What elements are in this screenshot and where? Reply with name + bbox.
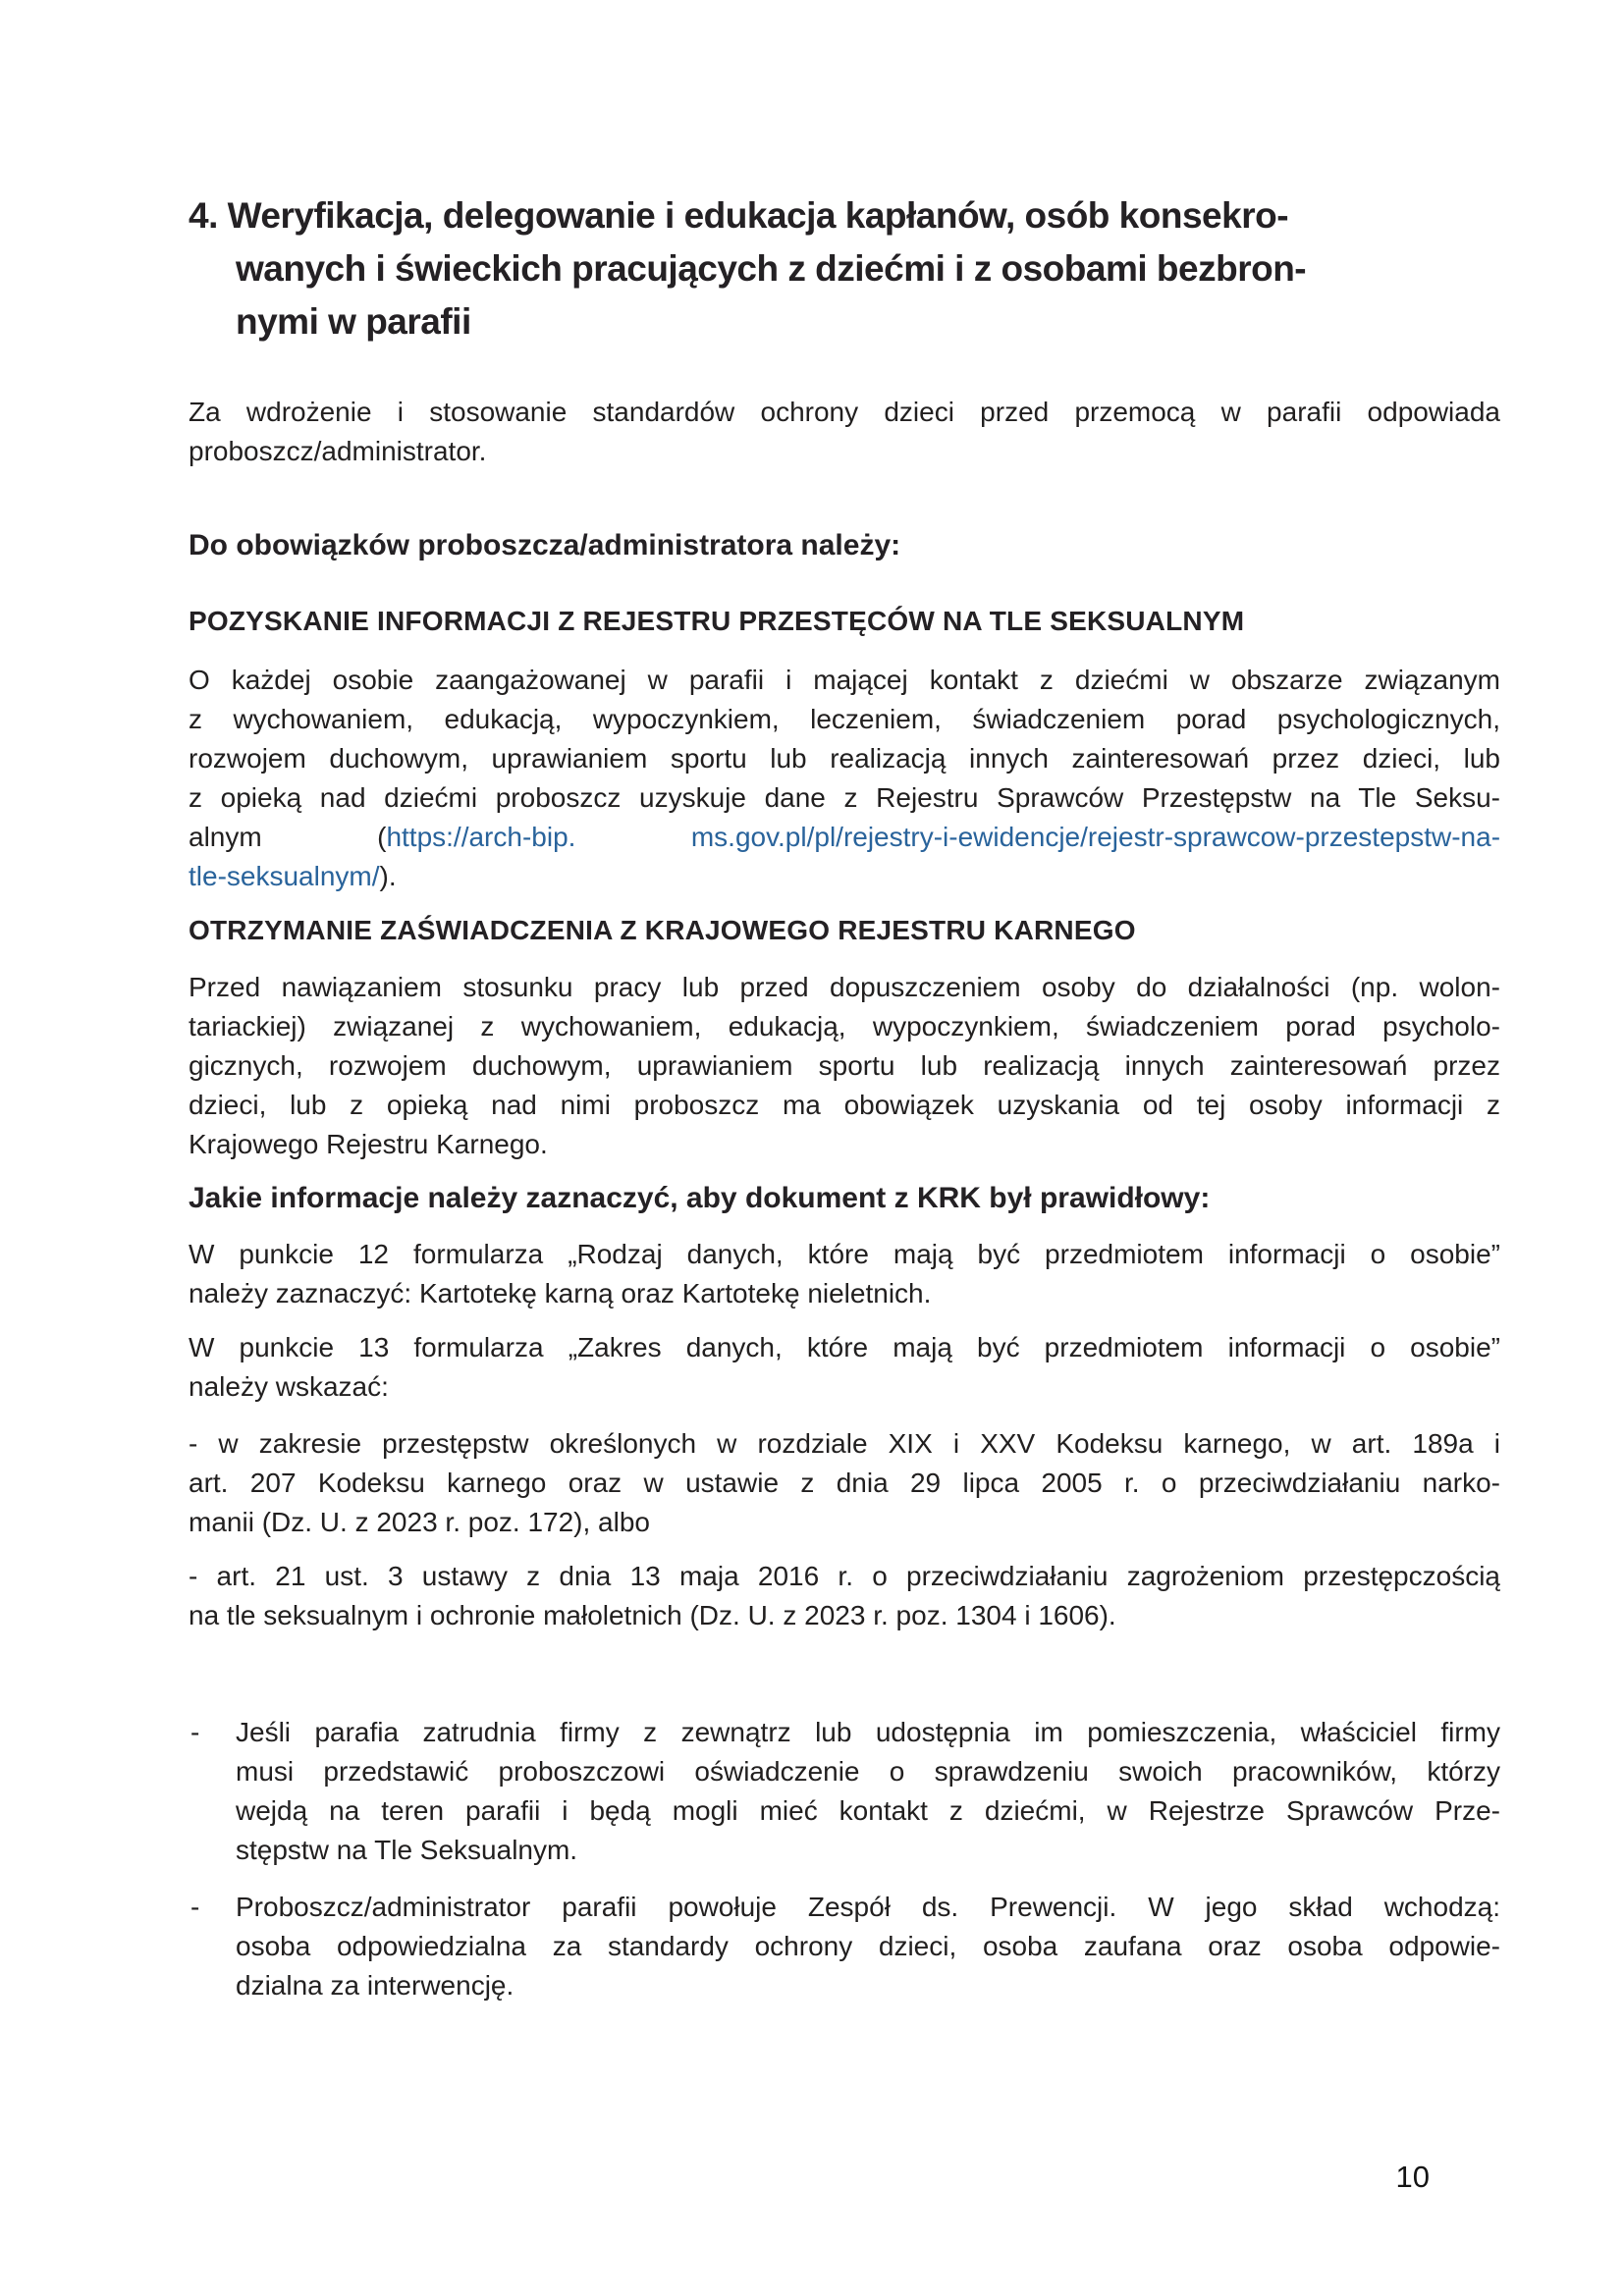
bullet-dash: - — [190, 1717, 200, 1747]
text-line — [189, 242, 1500, 295]
bullet-dash: - — [190, 1892, 200, 1922]
text-segment: należy zaznaczyć: Kartotekę karną oraz Kartotekę nieletnich. — [189, 1278, 932, 1308]
hyperlink[interactable]: tle-seksualnym/ — [189, 861, 380, 891]
point13-paragraph — [189, 1328, 1500, 1407]
text-segment: rozwojem duchowym, uprawianiem sportu lub realizacją innych zainteresowań przez dzieci, lub — [189, 743, 1500, 774]
text-segment: z opieką nad dziećmi proboszcz uzyskuje dane z Rejestru Sprawców Przestępstw na Tle Seksu- — [189, 782, 1500, 813]
text-line — [189, 857, 1500, 896]
text-segment: należy wskazać: — [189, 1371, 389, 1402]
text-line — [189, 1125, 1500, 1164]
text-segment: wanych i świeckich pracujących z dziećmi i z osobami bezbron- — [236, 248, 1307, 289]
text-segment: - w zakresie przestępstw określonych w rozdziale XIX i XXV Kodeksu karnego, w art. 189a i — [189, 1428, 1500, 1459]
duties-heading: Do obowiązków proboszcza/administratora należy: — [189, 529, 901, 561]
bullet-item-prevention-team-text — [189, 1888, 1500, 2005]
text-line — [189, 1328, 1500, 1367]
text-line — [189, 393, 1500, 432]
text-segment: W punkcie 12 formularza „Rodzaj danych, które mają być przedmiotem informacji o osobie” — [189, 1239, 1500, 1269]
text-line — [236, 1713, 1500, 1752]
text-segment: - art. 21 ust. 3 ustawy z dnia 13 maja 2016 r. o przeciwdziałaniu zagrożeniom przestępczością — [189, 1561, 1500, 1591]
text-segment: Proboszcz/administrator parafii powołuje Zespół ds. Prewencji. W jego skład wchodzą: — [236, 1892, 1500, 1922]
text-segment: musi przedstawić proboszczowi oświadczenie o sprawdzeniu swoich pracowników, którzy — [236, 1756, 1500, 1787]
text-line — [189, 432, 1500, 471]
bullet-item-prevention-team — [189, 1888, 1500, 2005]
text-line — [236, 1966, 1500, 2005]
text-segment: Przed nawiązaniem stosunku pracy lub przed dopuszczeniem osoby do działalności (np. wolon- — [189, 972, 1500, 1002]
text-segment: gicznych, rozwojem duchowym, uprawianiem sportu lub realizacją innych zainteresowań przez — [189, 1050, 1500, 1081]
text-segment: wejdą na teren parafii i będą mogli mieć kontakt z dziećmi, w Rejestrze Sprawców Prze- — [236, 1795, 1500, 1826]
text-line — [189, 1557, 1500, 1596]
text-line — [189, 818, 1500, 857]
text-line — [189, 1007, 1500, 1046]
text-segment: dzieci, lub z opieką nad nimi proboszcz ma obowiązek uzyskania od tej osoby informacji z — [189, 1090, 1500, 1120]
registry-heading: POZYSKANIE INFORMACJI Z REJESTRU PRZESTĘCÓW NA TLE SEKSUALNYM — [189, 606, 1245, 636]
hyperlink[interactable]: ms.gov.pl/pl/rejestry-i-ewidencje/rejestr-sprawcow-przestepstw-na- — [690, 822, 1501, 852]
text-segment: manii (Dz. U. z 2023 r. poz. 172), albo — [189, 1507, 650, 1537]
text-segment: Jeśli parafia zatrudnia firmy z zewnątrz lub udostępnia im pomieszczenia, właściciel firmy — [236, 1717, 1500, 1747]
text-line — [189, 1046, 1500, 1086]
lead-paragraph — [189, 393, 1500, 471]
text-segment: z wychowaniem, edukacją, wypoczynkiem, leczeniem, świadczeniem porad psychologicznych, — [189, 704, 1500, 734]
text-line — [189, 1464, 1500, 1503]
text-line — [189, 661, 1500, 700]
text-segment: nymi w parafii — [236, 301, 471, 342]
krk-heading: OTRZYMANIE ZAŚWIADCZENIA Z KRAJOWEGO REJESTRU KARNEGO — [189, 915, 1136, 945]
text-line — [189, 1367, 1500, 1407]
text-segment: ). — [379, 861, 397, 891]
text-line — [189, 968, 1500, 1007]
text-segment: Za wdrożenie i stosowanie standardów ochrony dzieci przed przemocą w parafii odpowiada — [189, 397, 1500, 427]
text-line — [189, 739, 1500, 778]
section-heading — [189, 189, 1500, 348]
text-line — [236, 1888, 1500, 1927]
text-segment: tariackiej) związanej z wychowaniem, edukacją, wypoczynkiem, świadczeniem porad psycholo- — [189, 1011, 1500, 1041]
text-line — [189, 1596, 1500, 1635]
text-segment: osoba odpowiedzialna za standardy ochrony dzieci, osoba zaufana oraz osoba odpowie- — [236, 1931, 1500, 1961]
bullet-item-external-firms — [189, 1713, 1500, 1870]
text-segment: 4. Weryfikacja, delegowanie i edukacja kapłanów, osób konsekro- — [189, 195, 1289, 236]
text-segment: na tle seksualnym i ochronie małoletnich (Dz. U. z 2023 r. poz. 1304 i 1606). — [189, 1600, 1116, 1630]
text-segment: alnym ( — [189, 822, 387, 852]
text-line — [236, 1791, 1500, 1831]
text-line — [189, 700, 1500, 739]
text-segment: art. 207 Kodeksu karnego oraz w ustawie z dnia 29 lipca 2005 r. o przeciwdziałaniu narko- — [189, 1468, 1500, 1498]
bullet-item-external-firms-text — [189, 1713, 1500, 1870]
scope-item-article21 — [189, 1557, 1500, 1635]
text-segment: dzialna za interwencję. — [236, 1970, 514, 2001]
hyperlink[interactable]: https://arch-bip. — [386, 822, 576, 852]
text-line — [236, 1831, 1500, 1870]
text-line — [236, 1927, 1500, 1966]
text-line — [189, 1503, 1500, 1542]
krk-info-heading: Jakie informacje należy zaznaczyć, aby dokument z KRK był prawidłowy: — [189, 1182, 1211, 1214]
text-segment: W punkcie 13 formularza „Zakres danych, które mają być przedmiotem informacji o osobie” — [189, 1332, 1500, 1362]
text-line — [189, 1424, 1500, 1464]
text-segment: proboszcz/administrator. — [189, 436, 487, 466]
text-segment: stępstw na Tle Seksualnym. — [236, 1835, 578, 1865]
scope-item-offences — [189, 1424, 1500, 1542]
text-segment: O każdej osobie zaangażowanej w parafii i mającej kontakt z dziećmi w obszarze związanym — [189, 665, 1500, 695]
text-segment — [575, 822, 690, 852]
text-line — [189, 1235, 1500, 1274]
text-line — [189, 295, 1500, 348]
text-line — [189, 189, 1500, 242]
krk-paragraph — [189, 968, 1500, 1164]
page-number: 10 — [1395, 2160, 1430, 2194]
text-line — [236, 1752, 1500, 1791]
point12-paragraph — [189, 1235, 1500, 1313]
registry-paragraph — [189, 661, 1500, 896]
text-line — [189, 1274, 1500, 1313]
text-line — [189, 1086, 1500, 1125]
text-line — [189, 778, 1500, 818]
text-segment: Krajowego Rejestru Karnego. — [189, 1129, 548, 1159]
